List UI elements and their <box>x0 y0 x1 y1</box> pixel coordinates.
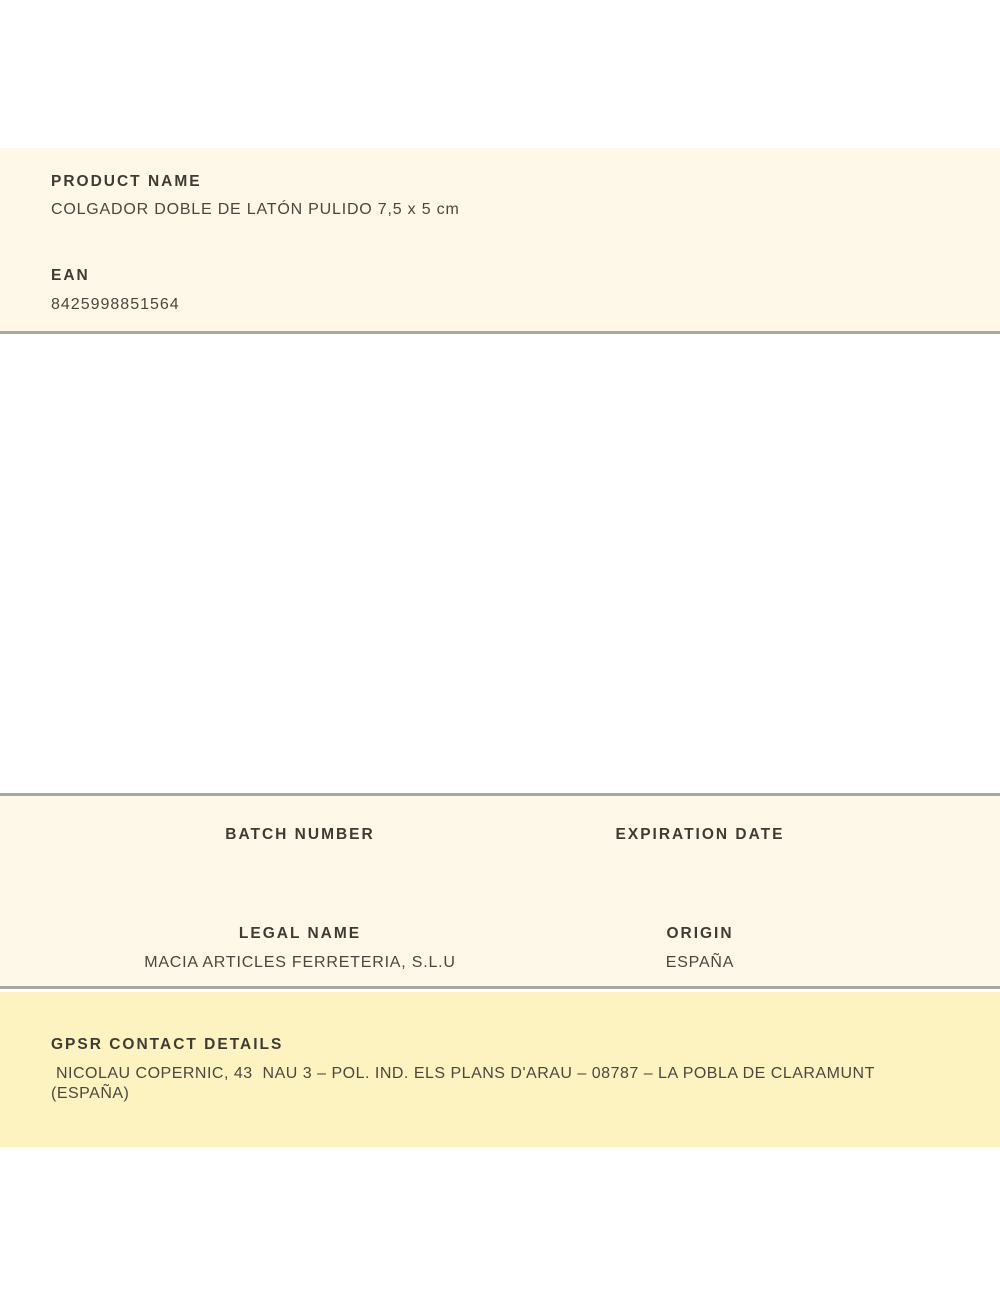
origin-field <box>500 924 900 972</box>
origin-label: ORIGIN <box>666 925 734 943</box>
product-name-label: PRODUCT NAME <box>51 173 202 190</box>
legal-name-field <box>100 924 500 972</box>
product-identity-panel <box>0 148 1000 334</box>
origin-value: ESPAÑA <box>665 953 735 971</box>
expiration-date-label: EXPIRATION DATE <box>615 826 785 843</box>
gpsr-contact-address: NICOLAU COPERNIC, 43 NAU 3 – POL. IND. ELS PLANS D'ARAU – 08787 – LA POBLA DE CLARAMUNT (ESPAÑA) <box>51 1065 880 1102</box>
product-name-field <box>51 172 949 220</box>
batch-number-label: BATCH NUMBER <box>225 826 375 843</box>
batch-origin-panel <box>0 793 1000 989</box>
legal-name-label: LEGAL NAME <box>238 925 362 943</box>
gpsr-contact-label: GPSR CONTACT DETAILS <box>51 1036 284 1053</box>
expiration-date-field <box>500 825 900 853</box>
ean-field <box>51 266 949 315</box>
legal-name-value: MACIA ARTICLES FERRETERIA, S.L.U <box>144 953 456 971</box>
batch-expiration-row <box>100 825 900 853</box>
ean-value: 8425998851564 <box>51 295 180 313</box>
batch-number-field <box>100 825 500 853</box>
legal-origin-row <box>100 924 900 972</box>
gpsr-contact-panel <box>0 992 1000 1147</box>
ean-label: EAN <box>51 266 90 284</box>
product-name-value: COLGADOR DOBLE DE LATÓN PULIDO 7,5 x 5 cm <box>51 201 460 219</box>
